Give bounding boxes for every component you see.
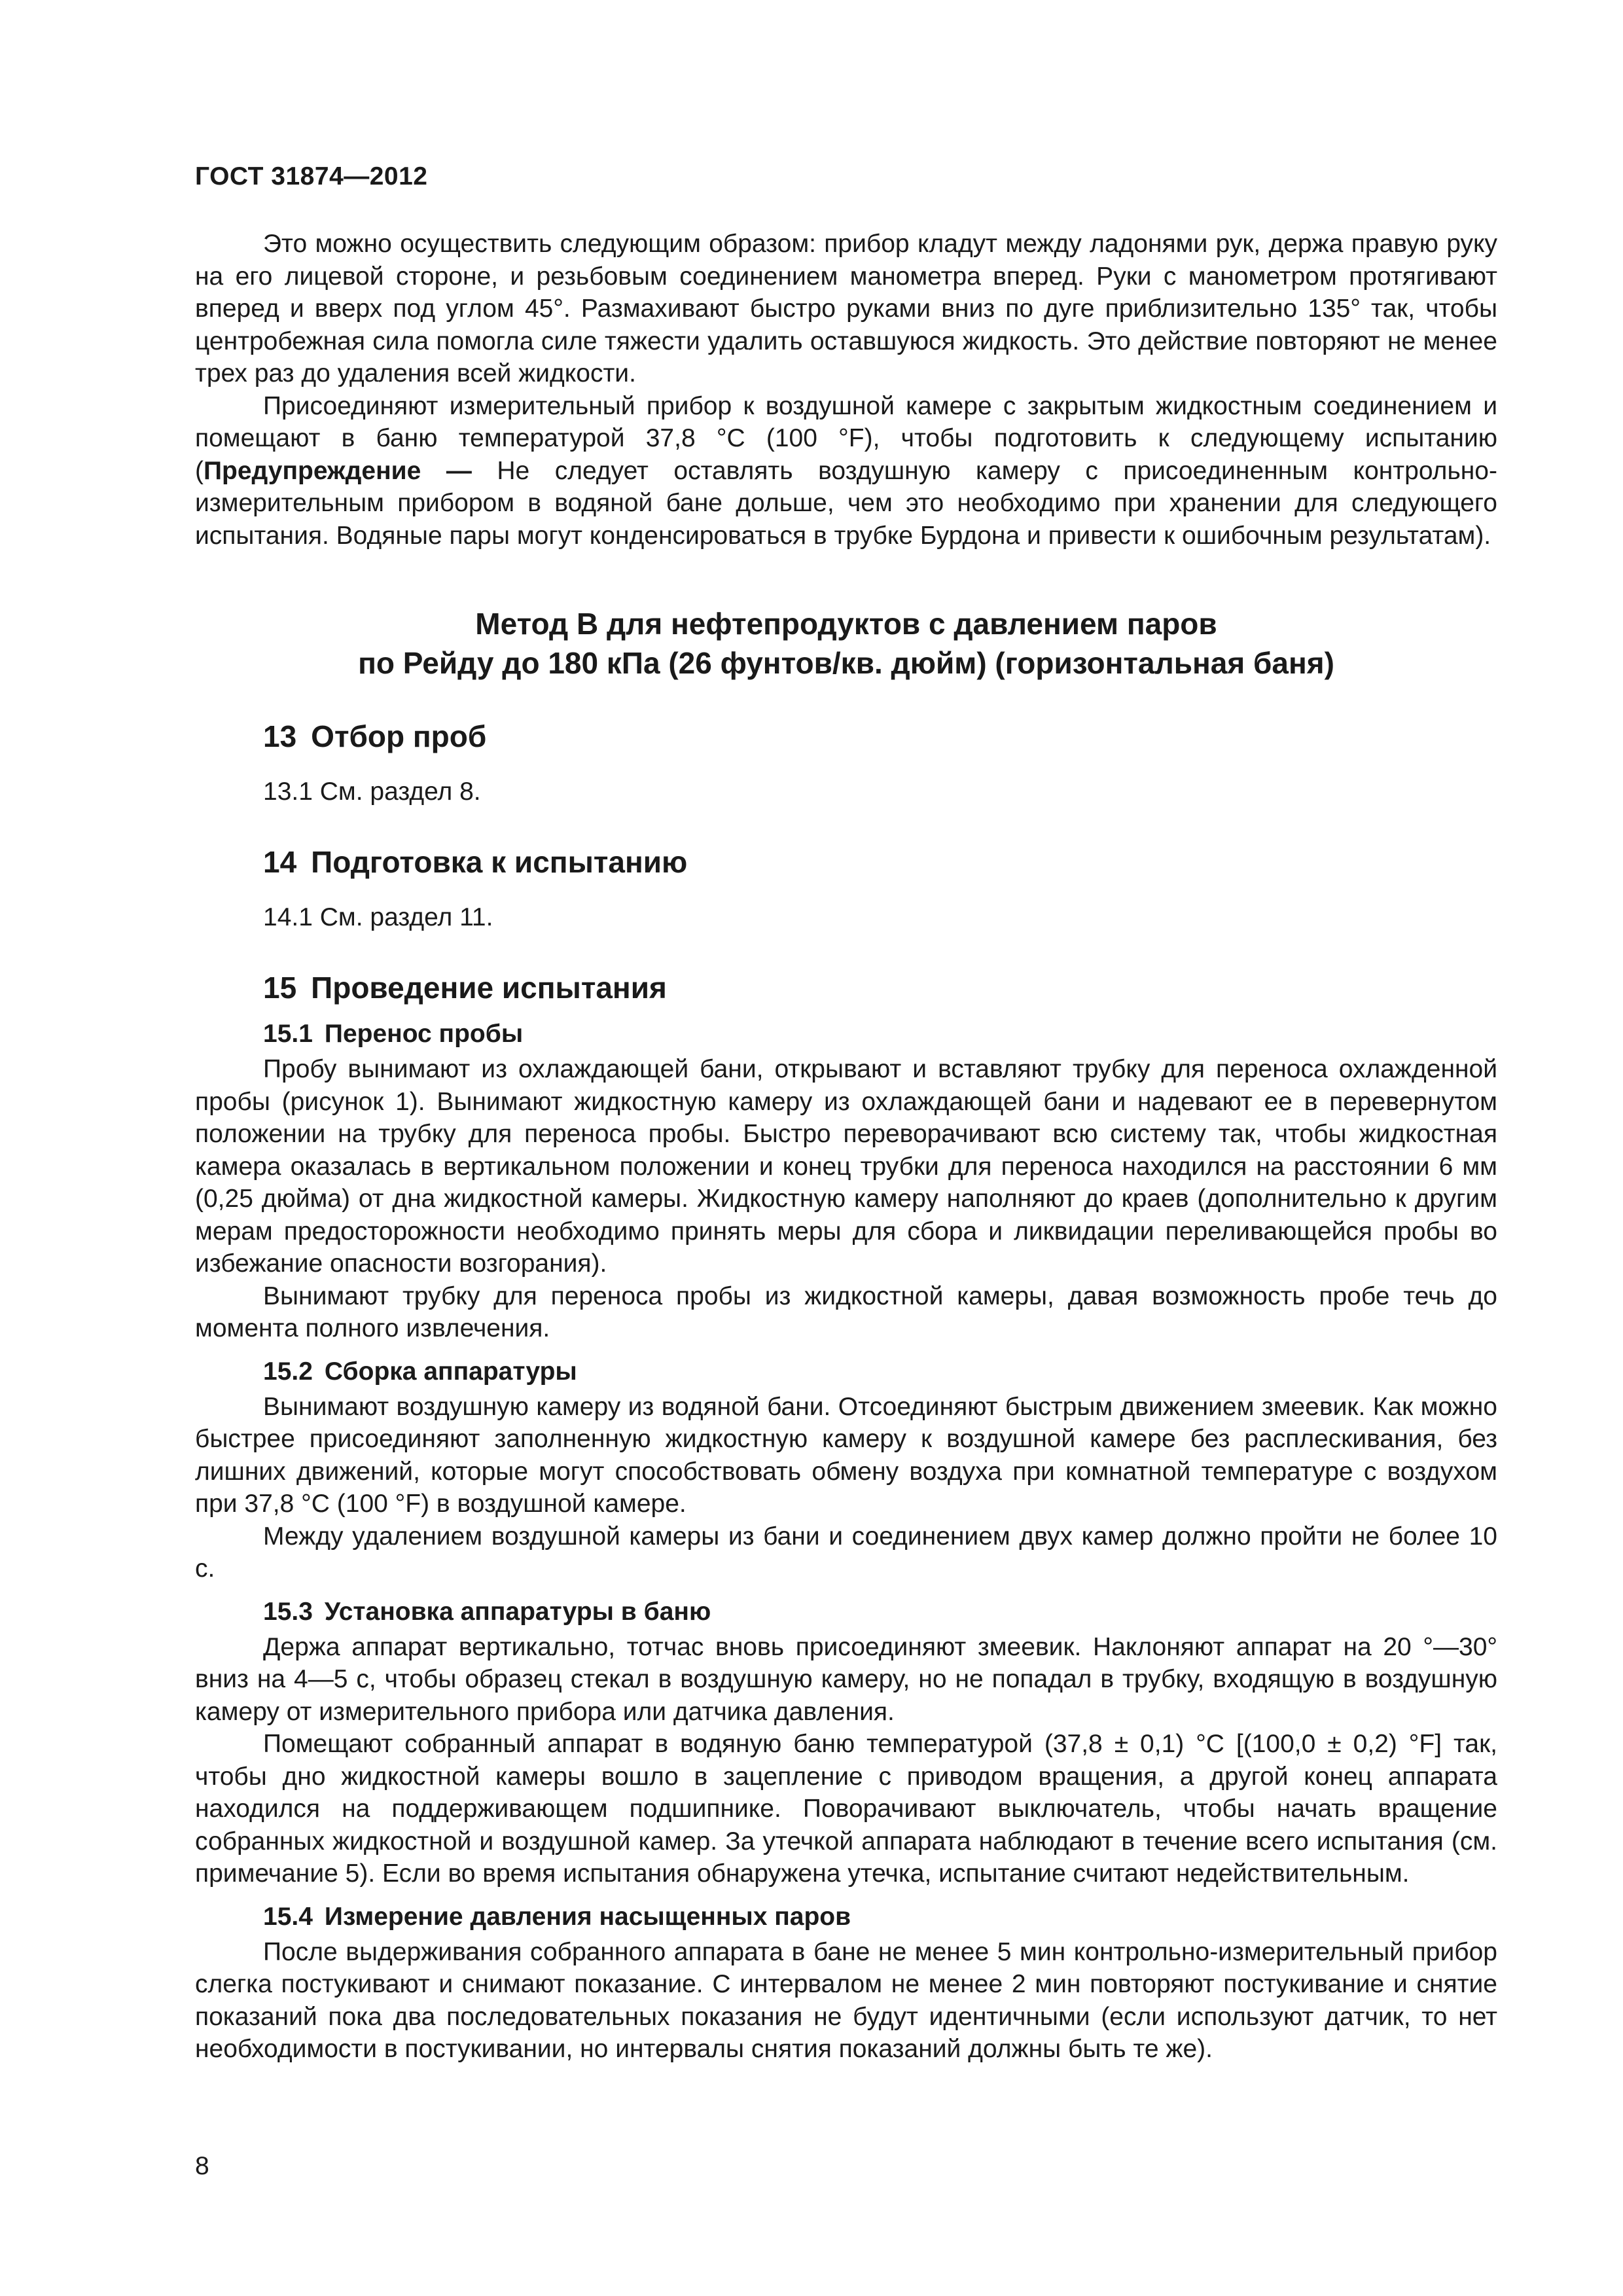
- paragraph: Между удалением воздушной камеры из бани и соединением двух камер должно пройти не более 10 с.: [195, 1522, 1497, 1583]
- method-title-line-2: по Рейду до 180 кПа (26 фунтов/кв. дюйм) (горизонтальная баня): [358, 646, 1334, 680]
- subsection-number: 15.1: [263, 1020, 313, 1048]
- subsection-heading-15-3: [263, 1596, 1497, 1628]
- method-title-line-1: Метод В для нефтепродуктов с давлением паров: [475, 607, 1217, 641]
- paragraph: После выдерживания собранного аппарата в бане не менее 5 мин контрольно-измерительный прибор слегка постукивают и снимают показание. С интервалом не менее 2 мин повторяют постукивание и снятие показаний пока два последовательных показания не будут идентичными (если используют датчик, то нет необходимости в постукивании, но интервалы снятия показаний должны быть те же).: [195, 1937, 1497, 2063]
- subsection-title: Сборка аппаратуры: [324, 1357, 577, 1386]
- section-heading-13: [263, 717, 1497, 756]
- section-heading-14: [263, 842, 1497, 882]
- paragraph-text: Не следует оставлять воздушную камеру с присоединенным контрольно-измерительным прибором в водяной бане дольше, чем это необходимо при хранении для следующего испытания. Водяные пары могут конденсироваться в трубке Бурдона и привести к ошибочным результатам).: [195, 456, 1497, 550]
- subsection-title: Установка аппаратуры в баню: [324, 1597, 711, 1626]
- subsection-number: 15.3: [263, 1597, 313, 1626]
- paragraph: Держа аппарат вертикально, тотчас вновь присоединяют змеевик. Наклоняют аппарат на 20 °—30° вниз на 4—5 с, чтобы образец стекал в воздушную камеру, но не попадал в трубку, входящую в воздушную камеру от измерительного прибора или датчика давления.: [195, 1632, 1497, 1726]
- method-title: [195, 604, 1497, 683]
- section-title: Проведение испытания: [311, 971, 667, 1005]
- section-number: 14: [263, 845, 297, 879]
- paragraph-warning: [195, 390, 1497, 552]
- paragraph: Вынимают воздушную камеру из водяной бани. Отсоединяют быстрым движением змеевик. Как можно быстрее присоединяют заполненную жидкостную камеру к воздушной камере без расплескивания, без лишних движений, которые могут способствовать обмену воздуха при комнатной температуре с воздухом при 37,8 °С (100 °F) в воздушной камере.: [195, 1392, 1497, 1518]
- subsection-number: 15.2: [263, 1357, 313, 1386]
- section-number: 15: [263, 971, 297, 1005]
- paragraph: Вынимают трубку для переноса пробы из жидкостной камеры, давая возможность пробе течь до момента полного извлечения.: [195, 1282, 1497, 1342]
- subsection-title: Измерение давления насыщенных паров: [324, 1902, 851, 1931]
- subsection-heading-15-1: [263, 1018, 1497, 1050]
- subsection-heading-15-4: [263, 1901, 1497, 1933]
- document-body: [195, 228, 1497, 2066]
- standard-header: ГОСТ 31874—2012: [195, 162, 428, 190]
- paragraph: Помещают собранный аппарат в водяную баню температурой (37,8 ± 0,1) °С [(100,0 ± 0,2) °F] так, чтобы дно жидкостной камеры вошло в зацепление с приводом вращения, а другой конец аппарата находился на поддерживающем подшипнике. Поворачивают выключатель, чтобы начать вращение собранных жидкостной и воздушной камер. За утечкой аппарата наблюдают в течение всего испытания (см. примечание 5). Если во время испытания обнаружена утечка, испытание считают недействительным.: [195, 1730, 1497, 1888]
- paragraph: Пробу вынимают из охлаждающей бани, открывают и вставляют трубку для переноса охлажденной пробы (рисунок 1). Вынимают жидкостную камеру из охлаждающей бани и надевают ее в перевернутом положении на трубку для переноса пробы. Быстро переворачивают всю систему так, чтобы жидкостная камера оказалась в вертикальном положении и конец трубки для переноса находился на расстоянии 6 мм (0,25 дюйма) от дна жидкостной камеры. Жидкостную камеру наполняют до краев (дополнительно к другим мерам предосторожности необходимо принять меры для сбора и ликвидации переливающейся пробы во избежание опасности возгорания).: [195, 1055, 1497, 1278]
- paragraph: Это можно осуществить следующим образом: прибор кладут между ладонями рук, держа правую руку на его лицевой стороне, и резьбовым соединением манометра вперед. Руки с манометром протягивают вперед и вверх под углом 45°. Размахивают быстро руками вниз по дуге приблизительно 135° так, чтобы центробежная сила помогла силе тяжести удалить оставшуюся жидкость. Это действие повторяют не менее трех раз до удаления всей жидкости.: [195, 230, 1497, 387]
- paragraph-text: Присоединяют измерительный прибор к воздушной камере с закрытым жидкостным соединением и помещают в баню температурой 37,8 °С (100 °F), чтобы подготовить к следующему испытанию (: [195, 391, 1497, 485]
- clause-14-1: 14.1 См. раздел 11.: [263, 903, 493, 931]
- subsection-title: Перенос пробы: [324, 1020, 524, 1048]
- page-number: 8: [195, 2152, 209, 2180]
- subsection-number: 15.4: [263, 1902, 313, 1931]
- section-title: Подготовка к испытанию: [311, 845, 688, 879]
- section-title: Отбор проб: [311, 719, 487, 753]
- warning-label: Предупреждение —: [204, 456, 472, 485]
- section-heading-15: [263, 968, 1497, 1007]
- subsection-heading-15-2: [263, 1355, 1497, 1388]
- clause-13-1: 13.1 См. раздел 8.: [263, 778, 481, 806]
- section-number: 13: [263, 719, 297, 753]
